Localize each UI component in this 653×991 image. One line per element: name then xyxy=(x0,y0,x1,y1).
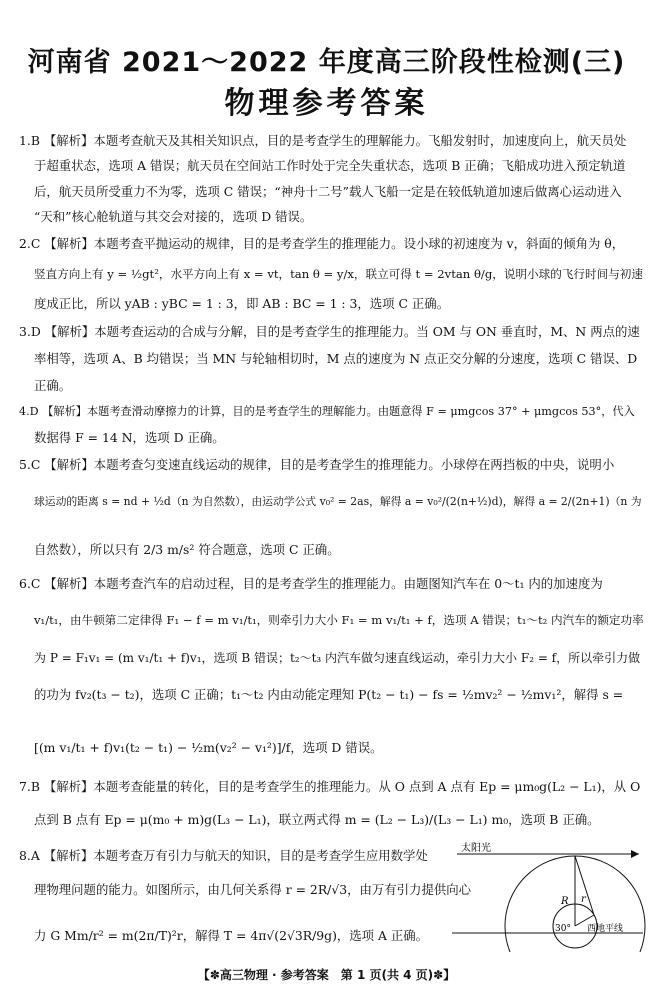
answer-1-line-4: “天和”核心舱轨道与其交会对接的，选项 D 错误。 xyxy=(34,209,313,224)
answer-6-line-4: 的功为 fv₂(t₃ − t₂)，选项 C 正确；t₁～t₂ 内由动能定理知 P(t₂ − t₁) − fs = ½mv₂² − ½mv₁²，解得 s = xyxy=(34,687,624,702)
radius-label: R xyxy=(561,896,569,907)
answer-8-line-3: 力 G Mm/r² = m(2π/T)²r，解得 T = 4π√(2√3R/9g)，选项 A 正确。 xyxy=(34,928,429,943)
answer-4-line-2: 数据得 F = 14 N，选项 D 正确。 xyxy=(34,430,225,445)
answer-5-line-2: 球运动的距离 s = nd + ½d（n 为自然数），由运动学公式 v₀² = 2as，解得 a = v₀²/(2(n+½)d)，解得 a = 2/(2n+1)（n 为 xyxy=(34,495,642,508)
answer-6-line-3: 为 P = F₁v₁ = (m v₁/t₁ + f)v₁，选项 B 错误；t₂～t₃ 内汽车做匀速直线运动，牵引力大小 F₂ = f，所以牵引力做 xyxy=(34,651,641,665)
answer-7-line-1: 7.B 【解析】本题考查能量的转化，目的是考查学生的推理能力。从 O 点到 A 点有 Ep = μm₀g(L₂ − L₁)，从 O xyxy=(19,779,641,794)
answer-1-line-1: 1.B 【解析】本题考查航天及其相关知识点，目的是考查学生的理解能力。飞船发射时，加速度向上，航天员处 xyxy=(19,133,627,148)
horizon-label: 西地平线 xyxy=(587,924,624,934)
answer-1-line-3: 后，航天员所受重力不为零，选项 C 错误；“神舟十二号”载人飞船一定是在较低轨道加速后做离心运动进入 xyxy=(34,184,622,199)
answer-5-line-1: 5.C 【解析】本题考查匀变速直线运动的规律，目的是考查学生的推理能力。小球停在两挡板的中央，说明小 xyxy=(19,457,615,472)
answer-3-line-2: 率相等，选项 A、B 均错误；当 MN 与轮轴相切时，M 点的速度为 N 点正交分解的分速度，选项 C 错误、D xyxy=(34,351,638,366)
answer-6-line-1: 6.C 【解析】本题考查汽车的启动过程，目的是考查学生的推理能力。由题图知汽车在 0～t₁ 内的加速度为 xyxy=(19,576,603,591)
page-footer: 【✽高三物理 · 参考答案 第 1 页(共 4 页)✽】 xyxy=(197,968,456,982)
page-subtitle: 物理参考答案 xyxy=(224,86,429,121)
answer-1-line-2: 于超重状态，选项 A 错误；航天员在空间站工作时处于完全失重状态，选项 B 正确；飞船成功进入预定轨道 xyxy=(34,158,626,173)
answer-4-line-1: 4.D 【解析】本题考查滑动摩擦力的计算，目的是考查学生的理解能力。由题意得 F = μmgcos 37° + μmgcos 53°，代入 xyxy=(19,405,635,418)
answer-8-line-1: 8.A 【解析】本题考查万有引力与航天的知识，目的是考查学生应用数学处 xyxy=(19,848,428,863)
answer-2-line-2: 竖直方向上有 y = ½gt²，水平方向上有 x = vt，tan θ = y/x，联立可得 t = 2vtan θ/g，说明小球的飞行时间与初速 xyxy=(34,267,643,281)
answer-5-line-3: 自然数），所以只有 2/3 m/s² 符合题意，选项 C 正确。 xyxy=(34,542,340,557)
sunlight-label: 太阳光 xyxy=(461,843,491,854)
answer-7-line-2: 点到 B 点有 Ep = μ(m₀ + m)g(L₃ − L₁)，联立两式得 m = (L₂ − L₃)/(L₃ − L₁) m₀，选项 B 正确。 xyxy=(34,812,600,827)
answer-6-line-2: v₁/t₁，由牛顿第二定律得 F₁ − f = m v₁/t₁，则牵引力大小 F₁ = m v₁/t₁ + f，选项 A 错误；t₁～t₂ 内汽车的额定功率 xyxy=(34,613,644,627)
orbit-diagram xyxy=(447,842,647,952)
answer-8-line-2: 理物理问题的能力。如图所示，由几何关系得 r = 2R/√3，由万有引力提供向心 xyxy=(34,882,472,897)
answer-6-line-5: [(m v₁/t₁ + f)v₁(t₂ − t₁) − ½m(v₂² − v₁²)]/f，选项 D 错误。 xyxy=(34,740,383,755)
sunlight-arrow xyxy=(631,850,639,858)
answer-2-line-1: 2.C 【解析】本题考查平抛运动的规律，目的是考查学生的推理能力。设小球的初速度为 v，斜面的倾角为 θ， xyxy=(19,236,625,251)
page-title: 河南省 2021～2022 年度高三阶段性检测(三) xyxy=(27,47,626,78)
angle-label: 30° xyxy=(555,924,571,934)
answer-3-line-3: 正确。 xyxy=(34,378,72,393)
answer-2-line-3: 度成正比，所以 yAB : yBC = 1 : 3，即 AB : BC = 1 : 3，选项 C 正确。 xyxy=(34,296,450,311)
answer-3-line-1: 3.D 【解析】本题考查运动的合成与分解，目的是考查学生的推理能力。当 OM 与 ON 垂直时，M、N 两点的速 xyxy=(19,324,640,339)
orbit-label: r xyxy=(581,894,586,905)
